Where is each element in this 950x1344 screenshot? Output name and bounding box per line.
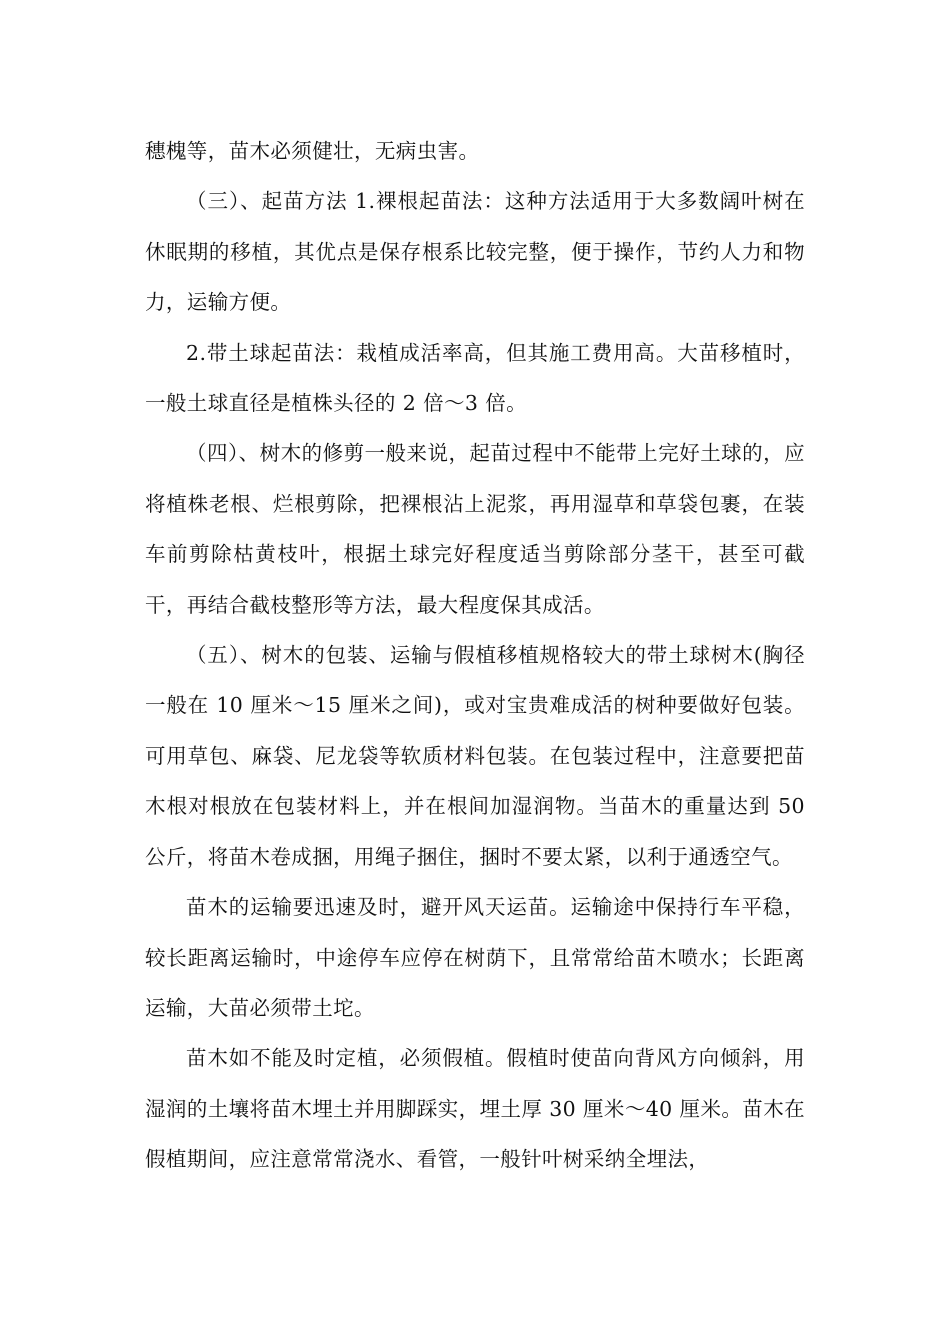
paragraph-5: （五）、树木的包装、运输与假植移植规格较大的带土球树木(胸径一般在 10 厘米～15 厘米之间)，或对宝贵难成活的树种要做好包装。可用草包、麻袋、尼龙袋等软质材料包装。在包装过程中，注意要把苗木根对根放在包装材料上，并在根间加湿润物。当苗木的重量达到 50 公斤，将苗木卷成捆，用绳子捆住，捆时不要太紧，以利于通透空气。	[145, 643, 805, 869]
paragraph-6: 苗木的运输要迅速及时，避开风天运苗。运输途中保持行车平稳，较长距离运输时，中途停车应停在树荫下，且常常给苗木喷水；长距离运输，大苗必须带土坨。	[145, 895, 805, 1020]
paragraph-2: （三）、起苗方法 1.裸根起苗法：这种方法适用于大多数阔叶树在休眠期的移植，其优点是保存根系比较完整，便于操作，节约人力和物力，运输方便。	[145, 189, 805, 315]
paragraph-1: 穗槐等，苗木必须健壮，无病虫害。	[145, 139, 480, 163]
paragraph-3: 2.带土球起苗法：栽植成活率高，但其施工费用高。大苗移植时，一般土球直径是植株头径的 2 倍～3 倍。	[145, 340, 805, 416]
paragraph-4: （四）、树木的修剪一般来说，起苗过程中不能带上完好土球的，应将植株老根、烂根剪除，把裸根沾上泥浆，再用湿草和草袋包裹，在装车前剪除枯黄枝叶，根据土球完好程度适当剪除部分茎干，甚至可截干，再结合截枝整形等方法，最大程度保其成活。	[145, 441, 805, 617]
document-body	[145, 126, 805, 1185]
paragraph-7: 苗木如不能及时定植，必须假植。假植时使苗向背风方向倾斜，用湿润的土壤将苗木埋土并用脚踩实，埋土厚 30 厘米～40 厘米。苗木在假植期间，应注意常常浇水、看管，一般针叶树采纳全埋法，	[145, 1046, 805, 1172]
